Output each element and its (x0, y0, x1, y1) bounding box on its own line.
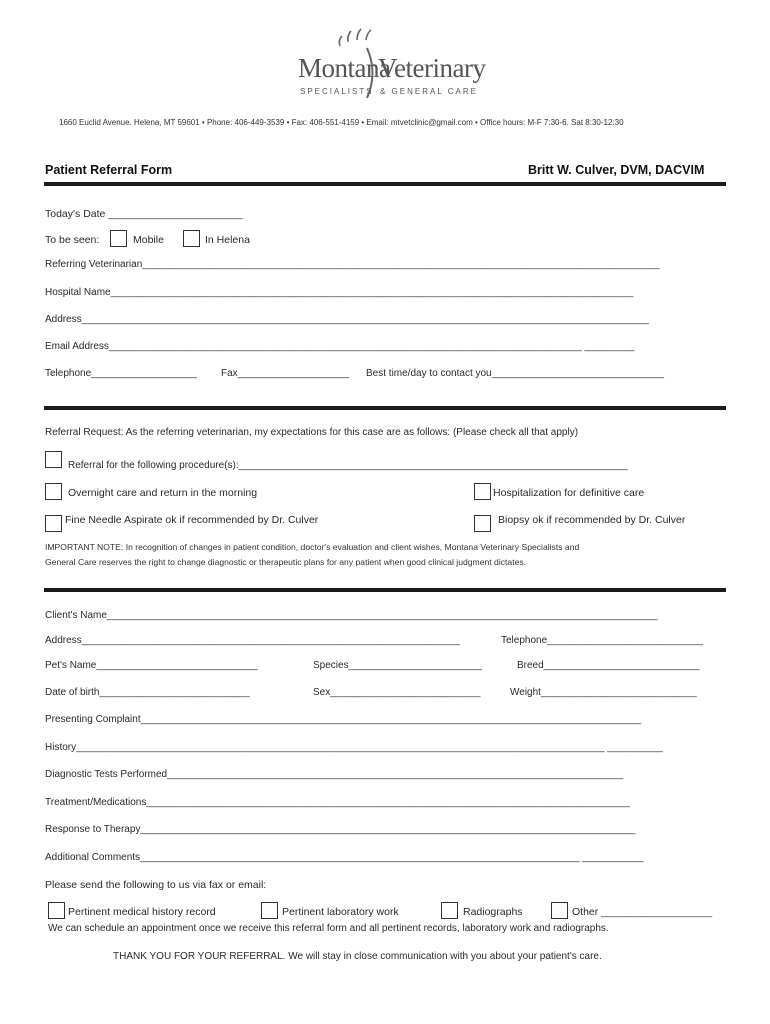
important-note-line-1: IMPORTANT NOTE: In recognition of changes in patient condition, doctor's evaluation and client wishes, Montana Veterinary Specialists and (45, 542, 580, 552)
radiographs-checkbox[interactable] (441, 902, 458, 919)
biopsy-label: Biopsy ok if recommended by Dr. Culver (498, 514, 686, 526)
other-checkbox[interactable] (551, 902, 568, 919)
to-be-seen-label: To be seen: (45, 234, 100, 246)
send-intro: Please send the following to us via fax or email: (45, 879, 267, 891)
laboratory-label: Pertinent laboratory work (282, 906, 399, 918)
dob-field[interactable]: Date of birth___________________________ (45, 687, 250, 698)
procedures-checkbox[interactable] (45, 451, 62, 468)
fna-checkbox[interactable] (45, 515, 62, 532)
pet-name-field[interactable]: Pet's Name_____________________________ (45, 660, 258, 671)
client-name-field[interactable]: Client's Name___________________________________________________________________________________________________ (45, 610, 658, 621)
breed-field[interactable]: Breed____________________________ (517, 660, 700, 671)
email-field[interactable]: Email Address_____________________________________________________________________________________ _________ (45, 341, 635, 352)
header-rule (44, 182, 726, 186)
overnight-checkbox[interactable] (45, 483, 62, 500)
diagnostic-tests-field[interactable]: Diagnostic Tests Performed__________________________________________________________________________________ (45, 769, 624, 780)
request-intro: Referral Request: As the referring veterinarian, my expectations for this case are as follows: (Please check all that apply) (45, 427, 579, 438)
mobile-label: Mobile (133, 234, 164, 246)
schedule-note: We can schedule an appointment once we receive this referral form and all pertinent records, laboratory work and radiographs. (48, 923, 609, 934)
species-field[interactable]: Species________________________ (313, 660, 483, 671)
sex-field[interactable]: Sex___________________________ (313, 687, 481, 698)
presenting-complaint-field[interactable]: Presenting Complaint__________________________________________________________________________________________ (45, 714, 642, 725)
logo-sub-right: & GENERAL CARE (380, 87, 478, 96)
thank-you-note: THANK YOU FOR YOUR REFERRAL. We will stay in close communication with you about your patient's care. (113, 951, 602, 962)
in-helena-label: In Helena (205, 234, 250, 246)
history-field[interactable]: History_______________________________________________________________________________________________ __________ (45, 742, 663, 753)
medical-history-label: Pertinent medical history record (68, 906, 216, 918)
fax-field[interactable]: Fax____________________ (221, 368, 349, 379)
logo-sub-left: SPECIALISTS (300, 87, 374, 96)
treatment-field[interactable]: Treatment/Medications_______________________________________________________________________________________ (45, 797, 631, 808)
in-helena-checkbox[interactable] (183, 230, 200, 247)
weight-field[interactable]: Weight____________________________ (510, 687, 697, 698)
other-field[interactable]: Other ___________________ (572, 906, 713, 918)
best-time-field[interactable]: Best time/day to contact you_______________________________ (366, 368, 665, 379)
additional-comments-field[interactable]: Additional Comments_______________________________________________________________________________ ___________ (45, 852, 644, 863)
telephone-field[interactable]: Telephone___________________ (45, 368, 197, 379)
mobile-checkbox[interactable] (110, 230, 127, 247)
procedures-field[interactable]: Referral for the following procedure(s):______________________________________________________________________ (68, 460, 628, 471)
contact-line: 1660 Euclid Avenue. Helena, MT 59601 • Phone: 406-449-3539 • Fax: 406-551-4159 • Email: mtvetclinic@gmail.com • Office hours: M-F 7:30-6. Sat 8:30-12:30 (59, 118, 624, 127)
important-note-line-2: General Care reserves the right to change diagnostic or therapeutic plans for any patient when good clinical judgment dictates. (45, 557, 527, 567)
overnight-label: Overnight care and return in the morning (68, 487, 258, 499)
logo-name-right: Veterinary (378, 53, 486, 83)
client-telephone-field[interactable]: Telephone____________________________ (501, 635, 703, 646)
address-field[interactable]: Address______________________________________________________________________________________________________ (45, 314, 649, 325)
referrer-rule (44, 406, 726, 410)
request-rule (44, 588, 726, 592)
hospitalization-checkbox[interactable] (474, 483, 491, 500)
radiographs-label: Radiographs (463, 906, 523, 918)
form-title: Patient Referral Form (45, 163, 173, 177)
response-field[interactable]: Response to Therapy_________________________________________________________________________________________ (45, 824, 636, 835)
referring-vet-field[interactable]: Referring Veterinarian_____________________________________________________________________________________________ (45, 259, 660, 270)
doctor-name: Britt W. Culver, DVM, DACVIM (528, 163, 705, 177)
logo-name-left: Montana (298, 53, 391, 83)
client-address-field[interactable]: Address____________________________________________________________________ (45, 635, 460, 646)
biopsy-checkbox[interactable] (474, 515, 491, 532)
hospital-name-field[interactable]: Hospital Name______________________________________________________________________________________________ (45, 287, 634, 298)
hospitalization-label: Hospitalization for definitive care (493, 487, 645, 499)
todays-date-field[interactable]: Today's Date _______________________ (45, 208, 243, 220)
fna-label: Fine Needle Aspirate ok if recommended by Dr. Culver (65, 514, 319, 526)
medical-history-checkbox[interactable] (48, 902, 65, 919)
laboratory-checkbox[interactable] (261, 902, 278, 919)
